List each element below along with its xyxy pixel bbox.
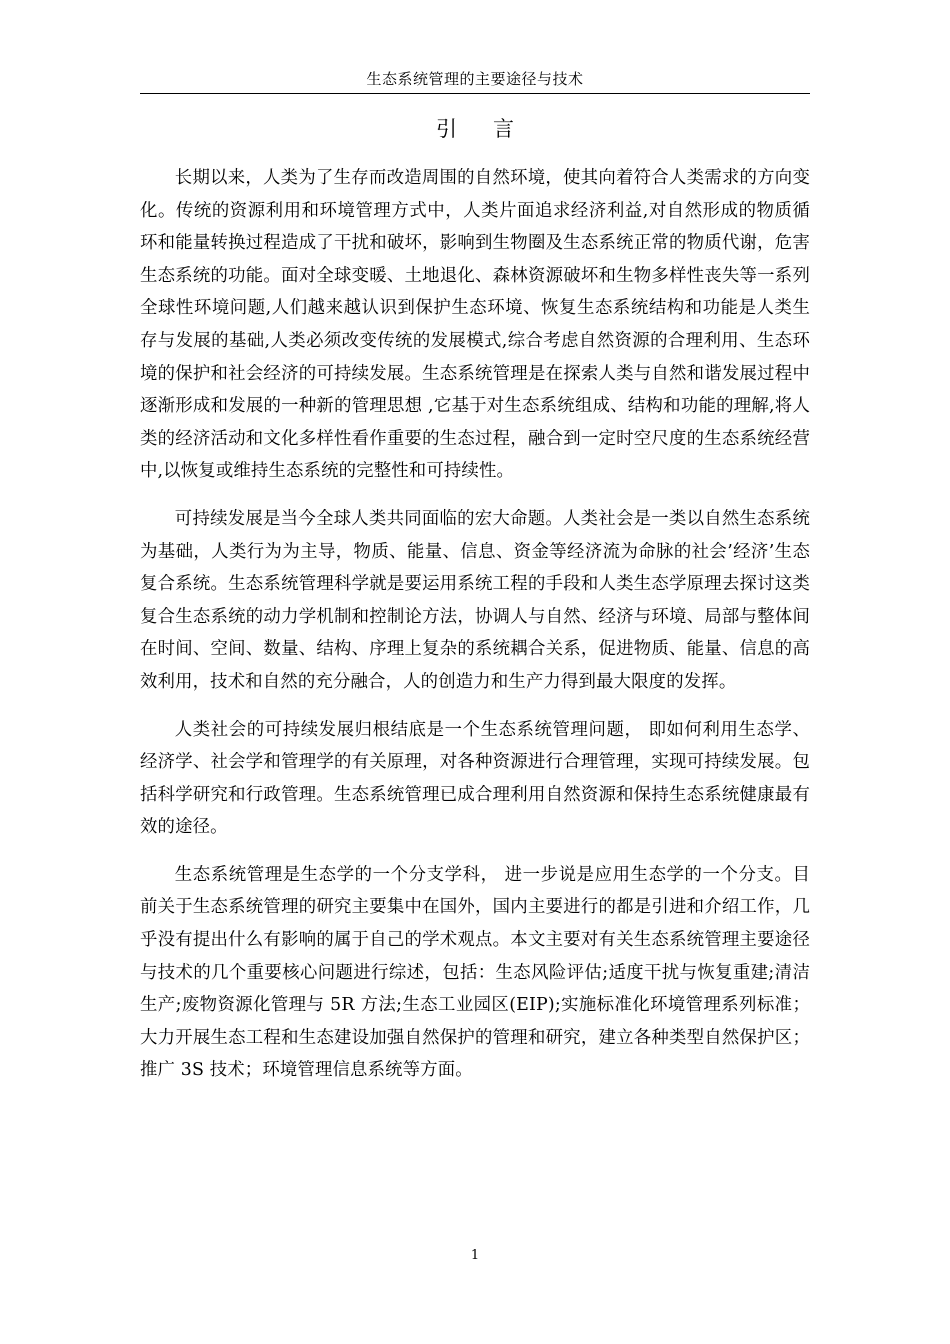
body-text <box>140 162 810 1102</box>
running-header: 生态系统管理的主要途径与技术 <box>366 70 584 88</box>
paragraph-4: 生态系统管理是生态学的一个分支学科， 进一步说是应用生态学的一个分支。目前关于生态系统管理的研究主要集中在国外，国内主要进行的都是引进和介绍工作，几乎没有提出什么有影响的属于自己的学术观点。本文主要对有关生态系统管理主要途径与技术的几个重要核心问题进行综述，包括：生态风险评估;适度干扰与恢复重建;清洁生产;废物资源化管理与 5R 方法;生态工业园区(EIP);实施标准化环境管理系列标准；大力开展生态工程和生态建设加强自然保护的管理和研究，建立各种类型自然保护区；推广 3S 技术；环境管理信息系统等方面。 <box>140 864 810 1081</box>
paragraph-3: 人类社会的可持续发展归根结底是一个生态系统管理问题， 即如何利用生态学、经济学、社会学和管理学的有关原理，对各种资源进行合理管理，实现可持续发展。包括科学研究和行政管理。生态系统管理已成合理利用自然资源和保持生态系统健康最有效的途径。 <box>140 719 810 838</box>
paragraph-2: 可持续发展是当今全球人类共同面临的宏大命题。人类社会是一类以自然生态系统为基础，人类行为为主导，物质、能量、信息、资金等经济流为命脉的社会’经济’生态复合系统。生态系统管理科学就是要运用系统工程的手段和人类生态学原理去探讨这类复合生态系统的动力学机制和控制论方法，协调人与自然、经济与环境、局部与整体间在时间、空间、数量、结构、序理上复杂的系统耦合关系，促进物质、能量、信息的高效利用，技术和自然的充分融合，人的创造力和生产力得到最大限度的发挥。 <box>140 508 810 692</box>
page-number: 1 <box>470 1248 480 1263</box>
paragraph-1: 长期以来，人类为了生存而改造周围的自然环境，使其向着符合人类需求的方向变化。传统的资源利用和环境管理方式中，人类片面追求经济利益,对自然形成的物质循环和能量转换过程造成了干扰和破坏，影响到生物圈及生态系统正常的物质代谢，危害生态系统的功能。面对全球变暖、土地退化、森林资源破坏和生物多样性丧失等一系列全球性环境问题,人们越来越认识到保护生态环境、恢复生态系统结构和功能是人类生存与发展的基础,人类必须改变传统的发展模式,综合考虑自然资源的合理利用、生态环境的保护和社会经济的可持续发展。生态系统管理是在探索人类与自然和谐发展过程中逐渐形成和发展的一种新的管理思想 ,它基于对生态系统组成、结构和功能的理解,将人类的经济活动和文化多样性看作重要的生态过程，融合到一定时空尺度的生态系统经营中,以恢复或维持生态系统的完整性和可持续性。 <box>140 168 810 482</box>
section-title: 引言 <box>436 117 550 141</box>
header-rule <box>140 93 810 94</box>
